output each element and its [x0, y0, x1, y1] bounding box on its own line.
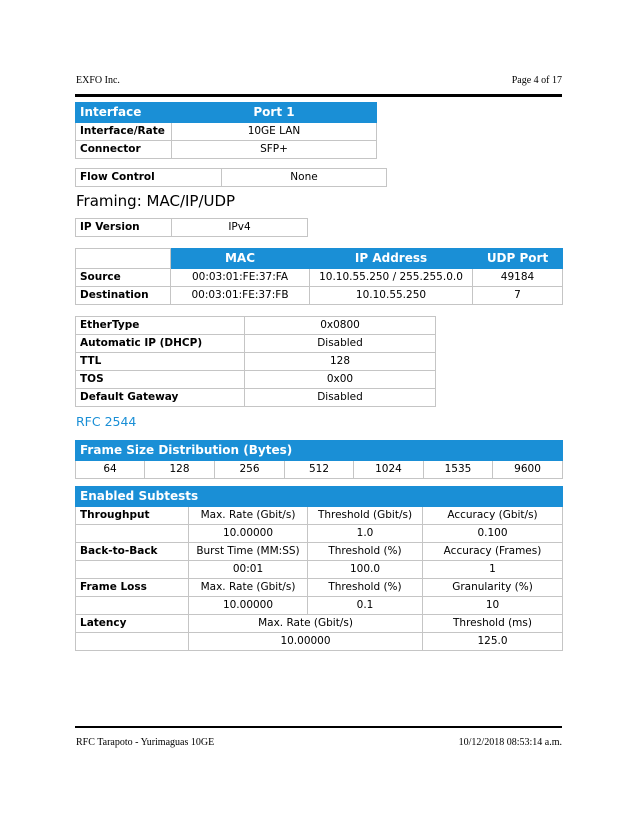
- frame-loss-v3: 10: [423, 597, 563, 615]
- table-row: [76, 597, 563, 615]
- frame-size-header-row: [76, 441, 563, 461]
- latency-h3: Threshold (ms): [423, 615, 563, 633]
- throughput-label: Throughput: [76, 507, 189, 525]
- back-to-back-v2: 100.0: [308, 561, 423, 579]
- ip-version-label: IP Version: [76, 219, 172, 237]
- footer-title: RFC Tarapoto - Yurimaguas 10GE: [76, 737, 215, 748]
- throughput-v2: 1.0: [308, 525, 423, 543]
- destination-ip: 10.10.55.250: [310, 287, 473, 305]
- interface-rate-label: Interface/Rate: [76, 123, 172, 141]
- table-row: [76, 317, 436, 335]
- frame-size-1024: 1024: [354, 461, 424, 479]
- frame-loss-h1: Max. Rate (Gbit/s): [189, 579, 308, 597]
- table-row: [76, 169, 387, 187]
- frame-size-64: 64: [76, 461, 145, 479]
- table-row: [76, 579, 563, 597]
- table-row: [76, 507, 563, 525]
- back-to-back-h1: Burst Time (MM:SS): [189, 543, 308, 561]
- footer-timestamp: 10/12/2018 08:53:14 a.m.: [458, 737, 562, 748]
- ip-version-value: IPv4: [172, 219, 308, 237]
- latency-v1: 10.00000: [189, 633, 423, 651]
- flow-control-value: None: [222, 169, 387, 187]
- frame-size-512: 512: [285, 461, 354, 479]
- address-header-ip: IP Address: [310, 249, 473, 269]
- frame-loss-label: Frame Loss: [76, 579, 189, 597]
- framing-title: Framing: MAC/IP/UDP: [76, 192, 236, 210]
- table-row: [76, 543, 563, 561]
- table-row: [76, 269, 563, 287]
- latency-h1: Max. Rate (Gbit/s): [189, 615, 423, 633]
- frame-size-128: 128: [145, 461, 215, 479]
- ethertype-label: EtherType: [76, 317, 245, 335]
- address-table: [75, 248, 563, 305]
- connector-label: Connector: [76, 141, 172, 159]
- footer-rule: [75, 726, 562, 728]
- source-mac: 00:03:01:FE:37:FA: [171, 269, 310, 287]
- table-row: [76, 353, 436, 371]
- table-row: [76, 389, 436, 407]
- table-row: [76, 287, 563, 305]
- flow-control-label: Flow Control: [76, 169, 222, 187]
- table-row: [76, 123, 377, 141]
- table-row: [76, 561, 563, 579]
- table-row: [76, 141, 377, 159]
- ip-version-table: [75, 218, 308, 237]
- ethertype-value: 0x0800: [245, 317, 436, 335]
- back-to-back-v1: 00:01: [189, 561, 308, 579]
- frame-size-table: [75, 440, 563, 479]
- frame-loss-h2: Threshold (%): [308, 579, 423, 597]
- frame-loss-h3: Granularity (%): [423, 579, 563, 597]
- subtests-table: [75, 486, 563, 651]
- ttl-label: TTL: [76, 353, 245, 371]
- interface-header-row: [76, 103, 377, 123]
- latency-label: Latency: [76, 615, 189, 633]
- source-ip: 10.10.55.250 / 255.255.0.0: [310, 269, 473, 287]
- interface-rate-value: 10GE LAN: [172, 123, 377, 141]
- address-header-udp: UDP Port: [473, 249, 563, 269]
- throughput-v1: 10.00000: [189, 525, 308, 543]
- table-row: [76, 633, 563, 651]
- address-header-empty: [76, 249, 171, 269]
- frame-size-256: 256: [215, 461, 285, 479]
- source-label: Source: [76, 269, 171, 287]
- frame-loss-v1: 10.00000: [189, 597, 308, 615]
- default-gateway-label: Default Gateway: [76, 389, 245, 407]
- tos-value: 0x00: [245, 371, 436, 389]
- frame-size-9600: 9600: [493, 461, 563, 479]
- interface-header-port: Port 1: [172, 103, 377, 123]
- back-to-back-v3: 1: [423, 561, 563, 579]
- interface-header-label: Interface: [76, 103, 172, 123]
- destination-mac: 00:03:01:FE:37:FB: [171, 287, 310, 305]
- tos-label: TOS: [76, 371, 245, 389]
- throughput-blank: [76, 525, 189, 543]
- table-row: [76, 371, 436, 389]
- back-to-back-label: Back-to-Back: [76, 543, 189, 561]
- throughput-v3: 0.100: [423, 525, 563, 543]
- header-page-number: Page 4 of 17: [511, 75, 562, 86]
- dhcp-label: Automatic IP (DHCP): [76, 335, 245, 353]
- address-header-mac: MAC: [171, 249, 310, 269]
- table-row: [76, 461, 563, 479]
- table-row: [76, 335, 436, 353]
- latency-v3: 125.0: [423, 633, 563, 651]
- header-rule: [75, 94, 562, 97]
- frame-size-1535: 1535: [424, 461, 493, 479]
- subtests-title: Enabled Subtests: [76, 487, 563, 507]
- throughput-h2: Threshold (Gbit/s): [308, 507, 423, 525]
- dhcp-value: Disabled: [245, 335, 436, 353]
- framing-misc-table: [75, 316, 436, 407]
- source-udp: 49184: [473, 269, 563, 287]
- table-row: [76, 219, 308, 237]
- frame-loss-v2: 0.1: [308, 597, 423, 615]
- throughput-h1: Max. Rate (Gbit/s): [189, 507, 308, 525]
- back-to-back-blank: [76, 561, 189, 579]
- throughput-h3: Accuracy (Gbit/s): [423, 507, 563, 525]
- destination-label: Destination: [76, 287, 171, 305]
- connector-value: SFP+: [172, 141, 377, 159]
- destination-udp: 7: [473, 287, 563, 305]
- table-row: [76, 615, 563, 633]
- flow-control-table: [75, 168, 387, 187]
- address-header-row: [76, 249, 563, 269]
- back-to-back-h3: Accuracy (Frames): [423, 543, 563, 561]
- default-gateway-value: Disabled: [245, 389, 436, 407]
- back-to-back-h2: Threshold (%): [308, 543, 423, 561]
- table-row: [76, 525, 563, 543]
- subtests-header-row: [76, 487, 563, 507]
- rfc-title: RFC 2544: [76, 414, 137, 429]
- frame-loss-blank: [76, 597, 189, 615]
- frame-size-title: Frame Size Distribution (Bytes): [76, 441, 563, 461]
- latency-blank: [76, 633, 189, 651]
- interface-table: [75, 102, 377, 159]
- header-company: EXFO Inc.: [76, 75, 120, 86]
- ttl-value: 128: [245, 353, 436, 371]
